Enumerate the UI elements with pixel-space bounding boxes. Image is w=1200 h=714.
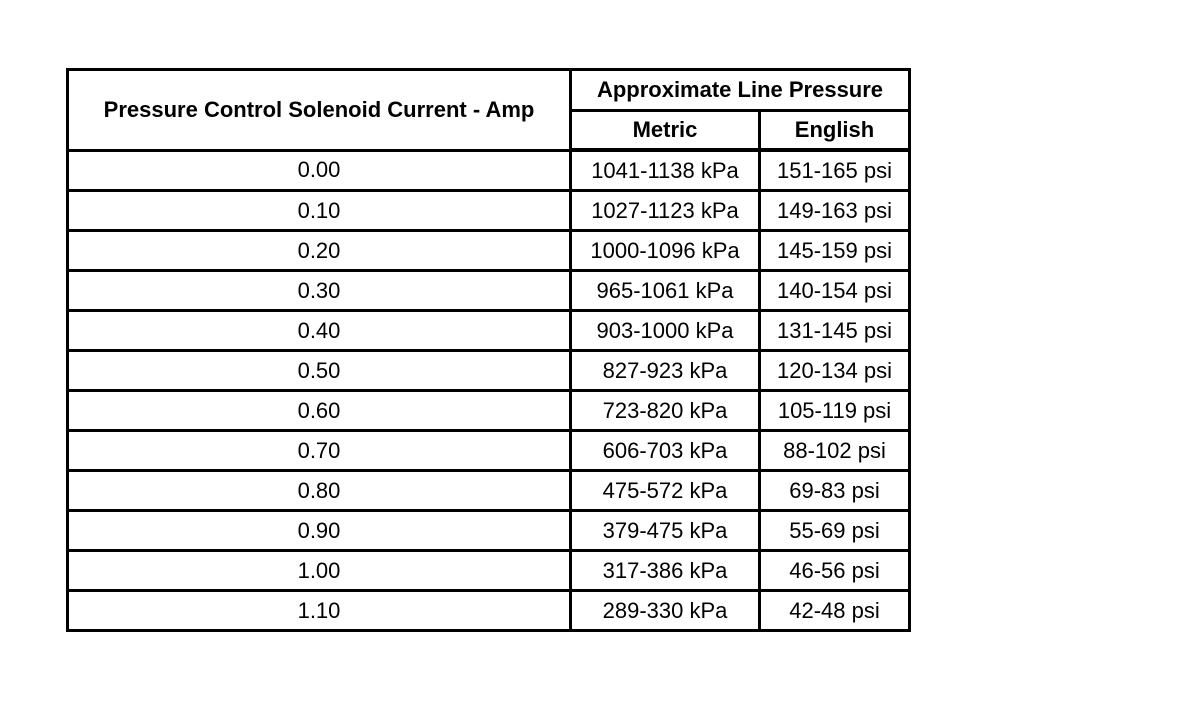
cell-metric: 1000-1096 kPa	[571, 231, 760, 271]
cell-english: 149-163 psi	[760, 191, 910, 231]
header-current: Pressure Control Solenoid Current - Amp	[68, 70, 571, 151]
cell-english: 120-134 psi	[760, 351, 910, 391]
table-row	[68, 591, 910, 631]
cell-english: 46-56 psi	[760, 551, 910, 591]
table-row	[68, 231, 910, 271]
table-body	[68, 150, 910, 631]
cell-current: 1.00	[68, 551, 571, 591]
header-row-1	[68, 70, 910, 111]
cell-current: 0.30	[68, 271, 571, 311]
table-row	[68, 311, 910, 351]
table-row	[68, 150, 910, 191]
table-row	[68, 191, 910, 231]
table-row	[68, 551, 910, 591]
table-header	[68, 70, 910, 151]
cell-metric: 903-1000 kPa	[571, 311, 760, 351]
table-row	[68, 351, 910, 391]
pressure-table	[66, 68, 911, 632]
cell-english: 151-165 psi	[760, 150, 910, 191]
cell-metric: 289-330 kPa	[571, 591, 760, 631]
cell-metric: 379-475 kPa	[571, 511, 760, 551]
cell-current: 0.20	[68, 231, 571, 271]
cell-current: 0.50	[68, 351, 571, 391]
cell-english: 140-154 psi	[760, 271, 910, 311]
cell-english: 145-159 psi	[760, 231, 910, 271]
table-row	[68, 391, 910, 431]
cell-current: 1.10	[68, 591, 571, 631]
header-english: English	[760, 111, 910, 151]
cell-english: 88-102 psi	[760, 431, 910, 471]
cell-metric: 1027-1123 kPa	[571, 191, 760, 231]
cell-english: 69-83 psi	[760, 471, 910, 511]
cell-metric: 965-1061 kPa	[571, 271, 760, 311]
cell-current: 0.80	[68, 471, 571, 511]
cell-current: 0.60	[68, 391, 571, 431]
cell-metric: 606-703 kPa	[571, 431, 760, 471]
cell-current: 0.40	[68, 311, 571, 351]
cell-metric: 317-386 kPa	[571, 551, 760, 591]
cell-metric: 475-572 kPa	[571, 471, 760, 511]
pressure-table-container	[66, 68, 911, 632]
cell-english: 131-145 psi	[760, 311, 910, 351]
cell-english: 42-48 psi	[760, 591, 910, 631]
table-row	[68, 271, 910, 311]
cell-current: 0.90	[68, 511, 571, 551]
header-metric: Metric	[571, 111, 760, 151]
cell-english: 55-69 psi	[760, 511, 910, 551]
table-row	[68, 431, 910, 471]
cell-current: 0.70	[68, 431, 571, 471]
cell-current: 0.00	[68, 150, 571, 191]
cell-metric: 723-820 kPa	[571, 391, 760, 431]
header-approx-line-pressure: Approximate Line Pressure	[571, 70, 910, 111]
table-row	[68, 511, 910, 551]
table-row	[68, 471, 910, 511]
cell-english: 105-119 psi	[760, 391, 910, 431]
cell-current: 0.10	[68, 191, 571, 231]
cell-metric: 827-923 kPa	[571, 351, 760, 391]
cell-metric: 1041-1138 kPa	[571, 150, 760, 191]
